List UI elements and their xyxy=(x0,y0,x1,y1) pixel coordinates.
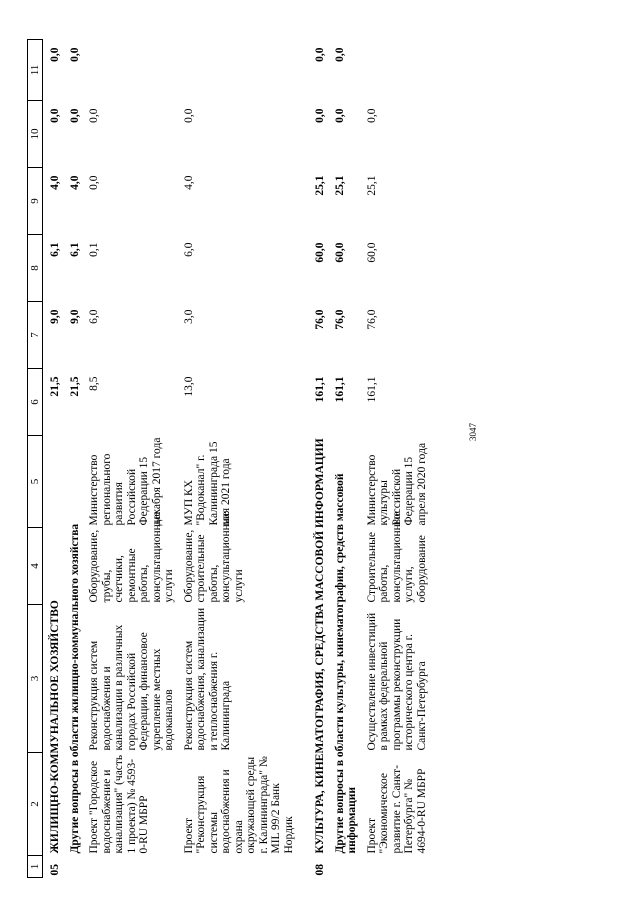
table-row xyxy=(360,40,430,878)
executor-cell: Министерство регионального развития Российской Федерации 15 декабря 2017 года xyxy=(88,437,163,526)
col-5: 5 xyxy=(28,436,43,528)
value: 0,0 xyxy=(333,47,346,62)
value: 60,0 xyxy=(365,242,378,263)
col-1: 1 xyxy=(28,856,43,878)
value: 60,0 xyxy=(333,242,346,263)
col-4: 4 xyxy=(28,528,43,605)
col-10: 10 xyxy=(28,101,43,168)
value: 9,0 xyxy=(68,309,81,324)
value: 76,0 xyxy=(333,309,346,330)
col-2: 2 xyxy=(28,753,43,856)
value: 4,0 xyxy=(49,175,61,190)
col-7: 7 xyxy=(28,302,43,369)
value: 0,0 xyxy=(68,108,81,123)
value: 60,0 xyxy=(314,242,326,263)
section-code: 05 xyxy=(49,864,61,876)
value xyxy=(177,40,297,101)
page-number: 3047 xyxy=(468,423,478,441)
value: 161,1 xyxy=(333,376,346,403)
col-9: 9 xyxy=(28,168,43,235)
column-number-header xyxy=(28,40,43,878)
subsection-title: Другие вопросы в области жилищно-коммунального хозяйства xyxy=(68,523,81,854)
value: 0,0 xyxy=(88,108,100,123)
value: 6,0 xyxy=(182,242,195,257)
project-cell: Проект "Городское водоснабжение и канализация" (часть 1 проекта) № 4593-0-RU МБРР xyxy=(88,754,150,854)
value: 13,0 xyxy=(182,376,195,397)
value: 6,0 xyxy=(88,309,100,324)
col-8: 8 xyxy=(28,235,43,302)
project-cell: Проект "Экономическое развитие г. Санкт-Петербурга" № 4694-0-RU МБРР xyxy=(365,764,428,854)
subsection-title: Другие вопросы в области культуры, кинематографии, средств массовой информации xyxy=(333,473,358,854)
section-code: 08 xyxy=(314,864,326,876)
content-cell: Строительные работы, консультационные услуги, оборудование xyxy=(365,511,428,603)
value: 4,0 xyxy=(68,175,81,190)
section-row xyxy=(308,40,328,878)
executor-cell: МУП КХ "Водоканал" г. Калининграда 15 мая 2021 года xyxy=(182,441,232,526)
value: 76,0 xyxy=(365,309,378,330)
rotated-table-container xyxy=(27,18,627,878)
value: 25,1 xyxy=(333,175,346,196)
section-title: ЖИЛИЩНО-КОММУНАЛЬНОЕ ХОЗЯЙСТВО xyxy=(49,600,61,854)
value xyxy=(360,40,430,101)
subsection-row xyxy=(328,40,360,878)
executor-cell: Министерство культуры Российской Федерации 15 апреля 2020 года xyxy=(365,442,428,526)
value: 6,1 xyxy=(49,242,61,257)
value: 25,1 xyxy=(365,175,378,196)
table-row xyxy=(177,40,297,878)
section-title: КУЛЬТУРА, КИНЕМАТОГРАФИЯ, СРЕДСТВА МАССОВОЙ ИНФОРМАЦИИ xyxy=(314,438,326,854)
col-11: 11 xyxy=(28,40,43,101)
value: 25,1 xyxy=(314,175,326,196)
value: 0,0 xyxy=(314,47,326,62)
value: 0,0 xyxy=(68,47,81,62)
value: 21,5 xyxy=(49,376,61,397)
col-3: 3 xyxy=(28,605,43,753)
value: 3,0 xyxy=(182,309,195,324)
value: 0,0 xyxy=(182,108,195,123)
value: 4,0 xyxy=(182,175,195,190)
value: 0,0 xyxy=(333,108,346,123)
value: 6,1 xyxy=(68,242,81,257)
value: 0,0 xyxy=(49,47,61,62)
goal-cell: Осуществление инвестиций в рамках федеральной программы реконструкции исторического центра г. Санкт-Петербурга xyxy=(365,612,428,751)
value xyxy=(82,40,177,101)
project-cell: Проект "Реконструкция системы водоснабжения и охрана окружающей среды г. Калининграда" № MIL 99/2 Банк Нордик xyxy=(182,756,295,854)
value: 161,1 xyxy=(365,376,378,403)
section-row xyxy=(43,40,63,878)
goal-cell: Реконструкция систем водоснабжения и канализации в различных городах Российской Федерации, финансовое укрепление местных водоканалов xyxy=(88,624,175,751)
table-row xyxy=(82,40,177,878)
subsection-row xyxy=(63,40,83,878)
value: 21,5 xyxy=(68,376,81,397)
content-cell: Оборудование, трубы, счетчики, ремонтные работы, консультационные услуги xyxy=(88,511,175,603)
data-table xyxy=(27,39,429,878)
value: 8,5 xyxy=(88,376,100,391)
value: 0,0 xyxy=(314,108,326,123)
content-cell: Оборудование, строительные работы, консультационные услуги xyxy=(182,511,245,603)
value: 0,0 xyxy=(88,175,100,190)
goal-cell: Реконструкция систем водоснабжения, канализации и теплоснабжения г. Калининграда xyxy=(182,607,232,751)
value: 0,1 xyxy=(88,242,100,257)
value: 76,0 xyxy=(314,309,326,330)
col-6: 6 xyxy=(28,369,43,436)
value: 9,0 xyxy=(49,309,61,324)
value: 161,1 xyxy=(314,376,326,403)
value: 0,0 xyxy=(49,108,61,123)
value: 0,0 xyxy=(365,108,378,123)
